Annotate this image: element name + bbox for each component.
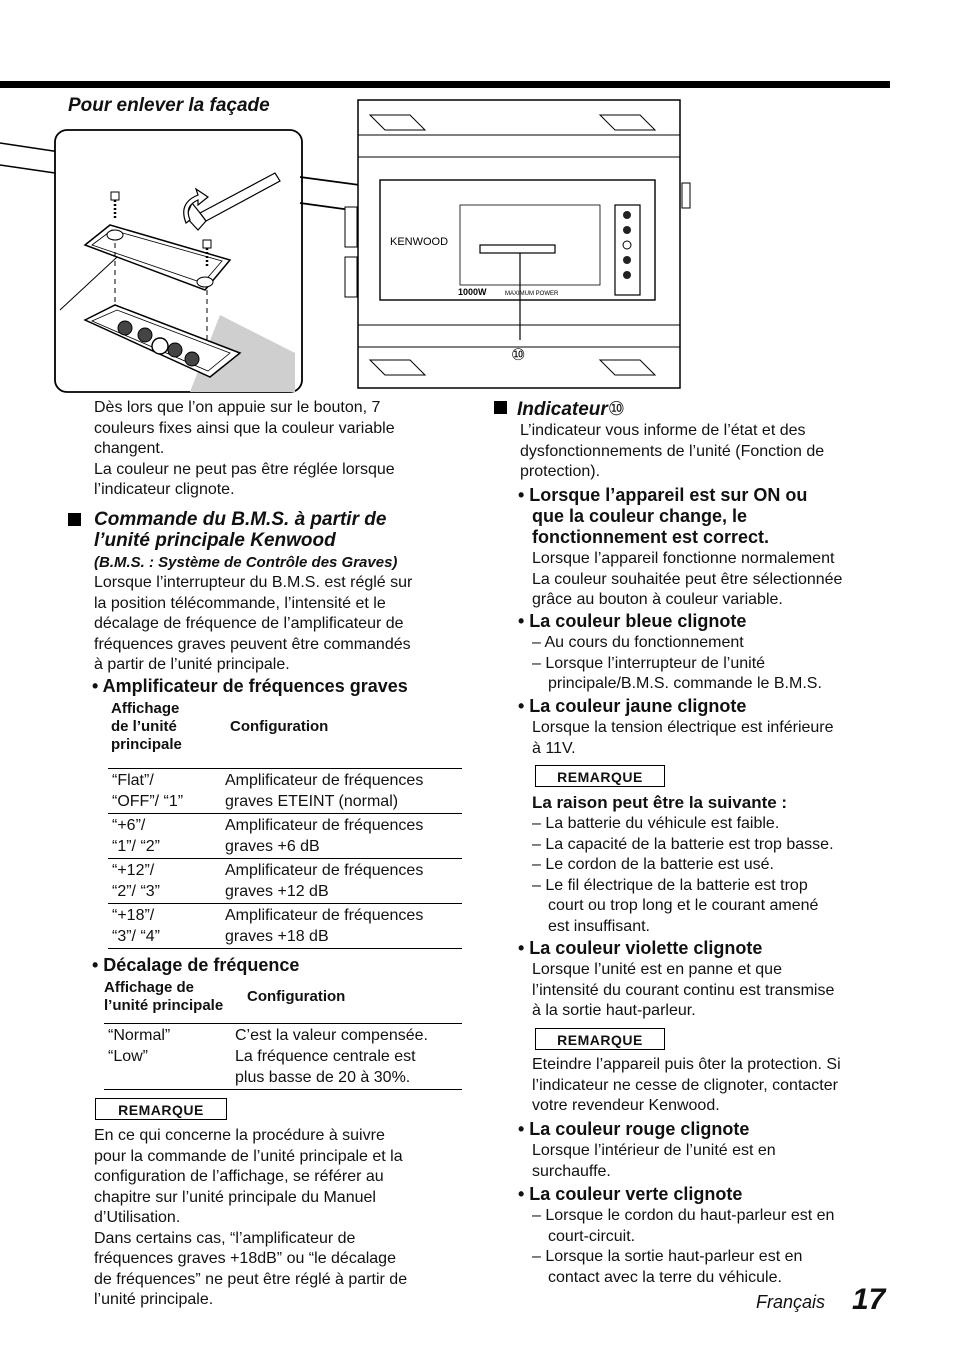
reason-title: La raison peut être la suivante : [532,793,788,812]
freq-shift-bullet: • Décalage de fréquence [92,955,300,975]
bms-subheading: (B.M.S. : Système de Contrôle des Graves) [94,554,398,571]
indicator-body: L’indicateur vous informe de l’état et des dysfonctionnements de l’unité (Fonction de protection). [520,422,825,480]
on-body: Lorsque l’appareil fonctionne normalement La couleur souhaitée peut être sélectionnée grâce au bouton à couleur variable. [532,550,843,608]
footer-language: Français [756,1292,826,1312]
power-sub-label: MAXIMUM POWER [505,291,559,297]
indicator-heading: Indicateur⑩ [494,399,894,420]
bms-heading: Commande du B.M.S. à partir de l’unité principale Kenwood [68,509,468,551]
freq-shift-table [104,979,462,1090]
table-row: “Low” La fréquence centrale est plus basse de 20 à 30%. [104,1046,462,1090]
table-header: Affichage de l’unité principale Configuration [111,700,329,753]
blue-items: – Au cours du fonctionnement – Lorsque l’interrupteur de l’unité principale/B.M.S. commande le B.M.S. [532,634,822,692]
yellow-section [518,696,898,759]
table-header: Affichage de l’unité principale Configuration [104,979,346,1014]
table-row: “Normal” C’est la valeur compensée. [104,1024,462,1047]
green-items: – Lorsque le cordon du haut-parleur est en court-circuit. – Lorsque la sortie haut-parleur est en contact avec la terre du véhicule. [532,1207,835,1286]
remark-label: REMARQUE [95,1098,227,1120]
remark-label: REMARQUE [535,765,665,787]
square-bullet-icon [68,513,81,526]
faceplate-removal-figure [0,95,700,395]
red-section [518,1119,898,1182]
remark-text: En ce qui concerne la procédure à suivre pour la commande de l’unité principale et la configuration de l’affichage, se référer au chapitre sur l’unité principale du Manuel d’Utilisation. Dans certains cas, “l’amplificateur de fréquences graves +18dB” ou “le décalage de fréquences” ne peut être réglé à partir de l’unité principale. [94,1127,408,1308]
violet-section [518,938,898,1022]
amplifier-unit [345,100,690,388]
green-section [518,1184,898,1288]
page-number: 17 [852,1283,886,1316]
table-row: “+12”/ “2”/ “3” Amplificateur de fréquences graves +12 dB [108,859,462,904]
bass-amp-bullet: • Amplificateur de fréquences graves [92,676,408,696]
blue-section [518,611,898,695]
square-bullet-icon [494,401,507,414]
top-rule [0,81,890,88]
green-title: • La couleur verte clignote [518,1184,743,1204]
brand-logo: KENWOOD [390,236,449,248]
violet-title: • La couleur violette clignote [518,938,763,958]
remark-label: REMARQUE [535,1028,665,1050]
table-row: “+18”/ “3”/ “4” Amplificateur de fréquences graves +18 dB [108,904,462,949]
red-title: • La couleur rouge clignote [518,1119,750,1139]
reason-items: – La batterie du véhicule est faible. – La capacité de la batterie est trop basse. – Le cordon de la batterie est usé. – Le fil électrique de la batterie est trop court ou trop long et le courant amené est insuffisant. [532,815,834,935]
violet-body: Lorsque l’unité est en panne et que l’intensité du courant continu est transmise à la sortie haut-parleur. [532,961,835,1019]
blue-title: • La couleur bleue clignote [518,611,747,631]
power-label: 1000W [458,287,487,297]
table-row: “+6”/ “1”/ “2” Amplificateur de fréquences graves +6 dB [108,814,462,859]
table-row: “Flat”/ “OFF”/ “1” Amplificateur de fréquences graves ETEINT (normal) [108,769,462,814]
callout-number: ⑩ [511,345,526,364]
bms-section [68,509,468,676]
reason-section [532,792,892,937]
red-body: Lorsque l’intérieur de l’unité est en surchauffe. [532,1142,776,1180]
remark2-text: Eteindre l’appareil puis ôter la protection. Si l’indicateur ne cesse de clignoter, contacter votre revendeur Kenwood. [532,1056,841,1114]
bms-body: Lorsque l’interrupteur du B.M.S. est réglé sur la position télécommande, l’intensité et le décalage de fréquence de l’amplificateur de fréquences graves peuvent être commandés à partir de l’unité principale. [94,574,413,673]
on-section [518,485,898,611]
section-title: Pour enlever la façade [68,95,270,116]
intro-text: Dès lors que l’on appuie sur le bouton, 7 couleurs fixes ainsi que la couleur variable changent. La couleur ne peut pas être réglée lorsque l’indicateur clignote. [94,399,395,498]
indicator-section [494,399,894,483]
on-title: • Lorsque l’appareil est sur ON ou que la couleur change, le fonctionnement est correct. [518,485,808,547]
yellow-body: Lorsque la tension électrique est inférieure à 11V. [532,719,834,757]
yellow-title: • La couleur jaune clignote [518,696,747,716]
bass-amp-table [108,700,462,949]
